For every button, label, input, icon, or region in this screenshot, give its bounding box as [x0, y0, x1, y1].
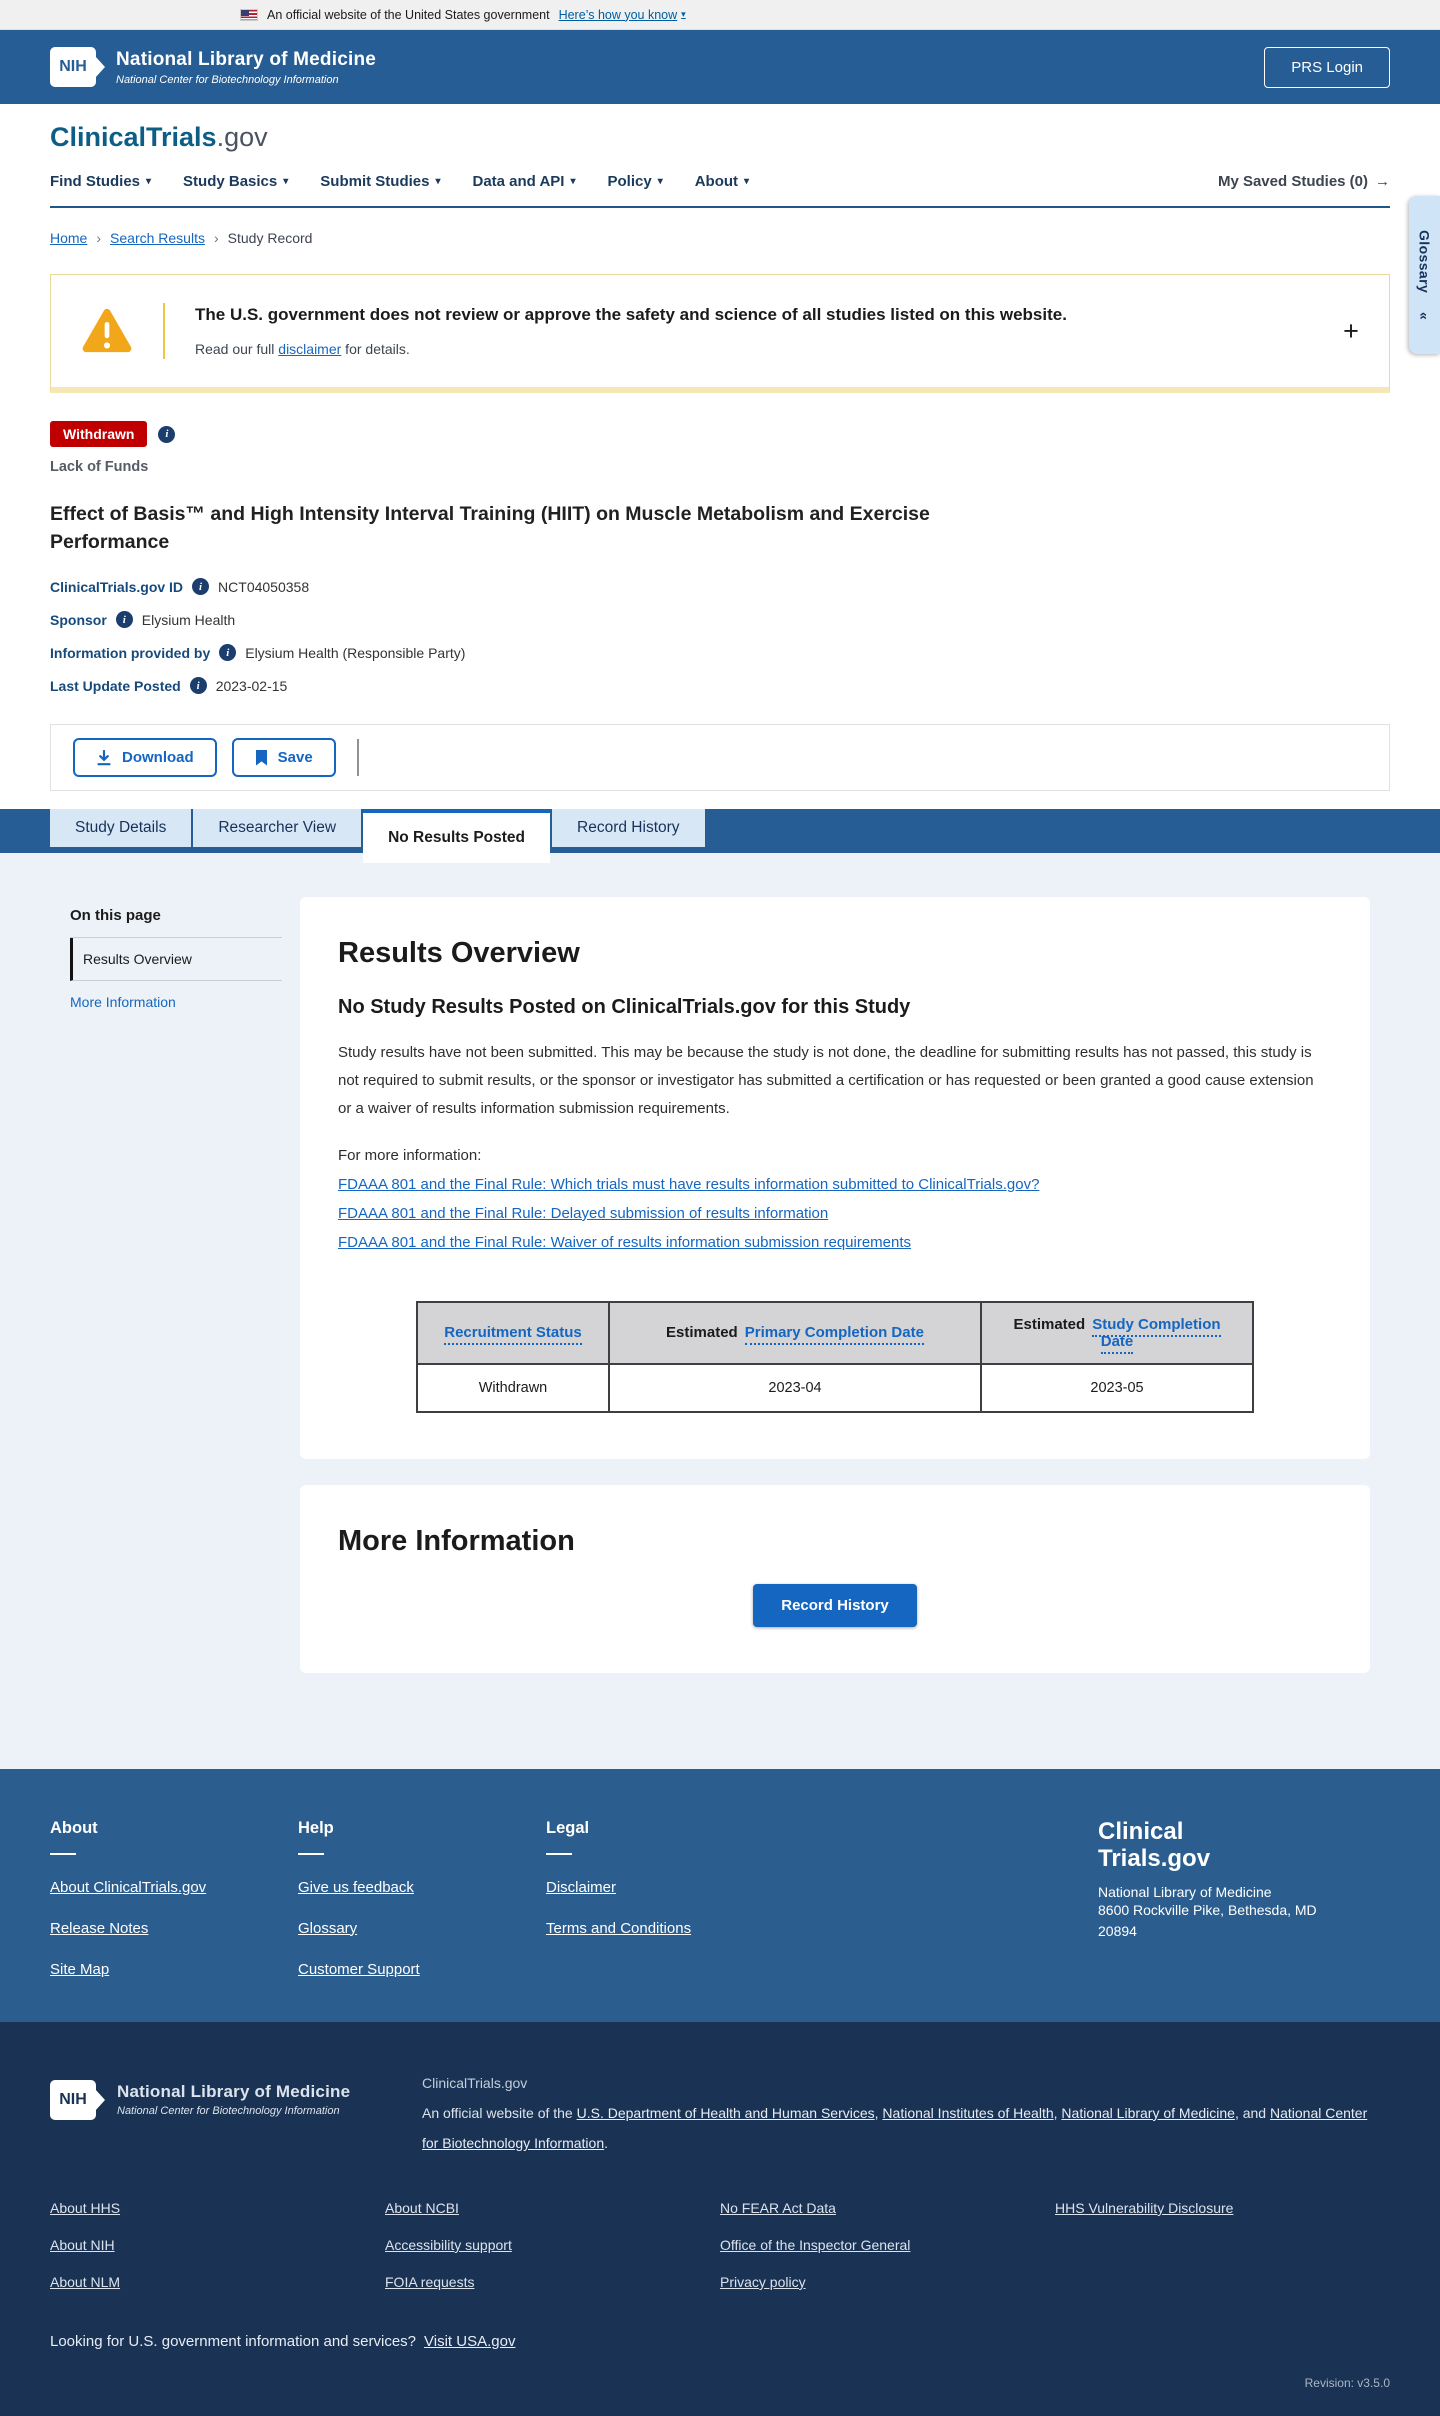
primary-completion-glossary-link[interactable]: Primary Completion Date	[745, 1324, 924, 1345]
usa-gov-line: Looking for U.S. government information and services? Visit USA.gov	[50, 2332, 516, 2350]
info-icon[interactable]: i	[190, 677, 207, 694]
privacy-policy-link[interactable]: Privacy policy	[720, 2273, 806, 2290]
field-sponsor: Sponsor i Elysium Health	[50, 611, 236, 628]
info-icon[interactable]: i	[116, 611, 133, 628]
warning-headline: The U.S. government does not review or approve the safety and science of all studies listed on this website.	[195, 305, 1067, 324]
prs-login-button[interactable]: PRS Login	[1264, 47, 1390, 88]
footer-org: National Library of Medicine	[1098, 1884, 1272, 1901]
on-this-page-title: On this page	[70, 907, 282, 938]
clinicaltrials-logo[interactable]: ClinicalTrials.gov	[50, 122, 268, 152]
about-nih-link[interactable]: About NIH	[50, 2236, 115, 2253]
chevron-down-icon: ▾	[435, 176, 441, 187]
nav-study-basics[interactable]: Study Basics ▾	[183, 173, 289, 190]
study-title: Effect of Basis™ and High Intensity Interval Training (HIIT) on Muscle Metabolism and Exercise Performance	[50, 503, 930, 553]
chevron-down-icon: ▾	[681, 9, 686, 19]
breadcrumb-search-results-link[interactable]: Search Results	[110, 230, 205, 246]
official-website-text: An official website of the United States government	[267, 7, 550, 22]
how-you-know-link[interactable]: Here’s how you know ▾	[558, 7, 686, 22]
footer-site-map-link[interactable]: Site Map	[50, 1960, 110, 1978]
recruitment-status-value: Withdrawn	[417, 1364, 609, 1412]
more-information-card	[300, 1485, 1370, 1673]
record-tabs	[0, 809, 1440, 853]
fdaaa-which-trials-link[interactable]: FDAAA 801 and the Final Rule: Which trials must have results information submitted to ClinicalTrials.gov?	[338, 1175, 1040, 1193]
nih-logo: NIH	[50, 2080, 96, 2120]
recruitment-status-header	[417, 1302, 609, 1364]
nlm-footer-logo	[50, 2080, 422, 2120]
ncbi-link[interactable]: National Center for Biotechnology Information	[422, 2104, 1368, 2151]
field-nct-id: ClinicalTrials.gov ID i NCT04050358	[50, 578, 310, 595]
more-info-label: For more information:	[338, 1146, 482, 1164]
action-bar	[50, 724, 1390, 791]
inspector-general-link[interactable]: Office of the Inspector General	[720, 2236, 911, 2253]
fdaaa-waiver-link[interactable]: FDAAA 801 and the Final Rule: Waiver of results information submission requirements	[338, 1233, 912, 1251]
footer-release-notes-link[interactable]: Release Notes	[50, 1919, 149, 1937]
sidebar-item-more-information[interactable]: More Information	[70, 994, 176, 1011]
breadcrumb-separator: ›	[96, 230, 102, 246]
nlm-link[interactable]: National Library of Medicine	[1061, 2104, 1235, 2121]
info-icon[interactable]: i	[158, 426, 175, 443]
sidebar-item-results-overview[interactable]: Results Overview	[70, 938, 282, 981]
table-row	[417, 1364, 1253, 1412]
about-nlm-link[interactable]: About NLM	[50, 2273, 121, 2290]
recruitment-status-glossary-link[interactable]: Recruitment Status	[444, 1324, 582, 1345]
study-fields	[50, 578, 1390, 694]
agency-footer	[0, 2022, 1440, 2416]
nav-policy[interactable]: Policy ▾	[607, 173, 663, 190]
agency-links	[50, 2200, 1390, 2311]
primary-completion-value: 2023-04	[609, 1364, 981, 1412]
footer-clinicaltrials-logo: Clinical Trials.gov	[1098, 1817, 1211, 1872]
nav-data-and-api[interactable]: Data and API ▾	[472, 173, 576, 190]
expand-plus-icon[interactable]: +	[1313, 299, 1389, 363]
more-information-heading: More Information	[338, 1524, 575, 1557]
disclaimer-link[interactable]: disclaimer	[278, 341, 342, 357]
completion-dates-table	[416, 1301, 1254, 1413]
tab-record-history[interactable]: Record History	[552, 809, 705, 847]
breadcrumb-current: Study Record	[227, 230, 313, 246]
nih-logo: NIH	[50, 47, 96, 87]
download-icon	[96, 750, 112, 766]
footer-feedback-link[interactable]: Give us feedback	[298, 1878, 414, 1896]
my-saved-studies-link[interactable]: My Saved Studies (0) →	[1217, 173, 1390, 190]
action-divider	[357, 739, 359, 776]
info-icon[interactable]: i	[219, 644, 236, 661]
info-icon[interactable]: i	[192, 578, 209, 595]
bookmark-icon	[255, 750, 268, 766]
study-completion-glossary-link[interactable]: Study Completion Date	[1092, 1316, 1220, 1354]
nlm-org-name: National Library of Medicine	[117, 2082, 351, 2102]
download-button[interactable]: Download	[73, 738, 217, 777]
nlm-wordmark	[116, 49, 376, 86]
official-statement: ClinicalTrials.gov An official website of the U.S. Department of Health and Human Services, National Institutes of Health, National Library of Medicine, and National Center for Biotechnology Information.	[422, 2068, 1384, 2158]
nlm-suborg-name: National Center for Biotechnology Information	[117, 2105, 340, 2118]
site-footer	[0, 1769, 1440, 2022]
footer-disclaimer-link[interactable]: Disclaimer	[546, 1878, 617, 1896]
revision-text: Revision: v3.5.0	[1304, 2375, 1390, 2390]
on-this-page-nav	[70, 897, 282, 1023]
arrow-right-icon: →	[1375, 173, 1390, 190]
study-completion-value: 2023-05	[981, 1364, 1253, 1412]
nav-submit-studies[interactable]: Submit Studies ▾	[320, 173, 441, 190]
site-name: ClinicalTrials.gov	[422, 2074, 528, 2091]
footer-about-column: About About ClinicalTrials.gov Release Notes Site Map	[50, 1818, 207, 1978]
chevron-down-icon: ▾	[283, 176, 289, 187]
breadcrumb-home-link[interactable]: Home	[50, 230, 88, 246]
footer-customer-support-link[interactable]: Customer Support	[298, 1960, 420, 1978]
nlm-org-name: National Library of Medicine	[116, 48, 377, 70]
tab-content	[0, 853, 1440, 1768]
foia-requests-link[interactable]: FOIA requests	[385, 2273, 475, 2290]
hhs-link[interactable]: U.S. Department of Health and Human Services	[576, 2104, 875, 2121]
warning-subtext: Read our full disclaimer for details.	[195, 341, 410, 357]
footer-address: 8600 Rockville Pike, Bethesda, MD 20894	[1098, 1902, 1317, 1940]
footer-terms-link[interactable]: Terms and Conditions	[546, 1919, 692, 1937]
us-flag-icon	[240, 9, 258, 21]
government-disclaimer-banner	[50, 274, 1390, 393]
tab-study-details[interactable]: Study Details	[50, 809, 191, 847]
footer-legal-column: Legal Disclaimer Terms and Conditions	[546, 1818, 692, 1937]
status-reason: Lack of Funds	[50, 459, 149, 475]
record-history-button[interactable]: Record History	[753, 1584, 917, 1627]
status-badge: Withdrawn	[50, 421, 147, 447]
gov-banner	[0, 0, 1440, 30]
fdaaa-delayed-submission-link[interactable]: FDAAA 801 and the Final Rule: Delayed submission of results information	[338, 1204, 829, 1222]
chevron-down-icon: ▾	[657, 176, 663, 187]
footer-glossary-link[interactable]: Glossary	[298, 1919, 358, 1937]
no-fear-act-link[interactable]: No FEAR Act Data	[720, 2199, 836, 2216]
chevron-down-icon: ▾	[744, 176, 750, 187]
results-overview-heading: Results Overview	[338, 937, 580, 970]
visit-usa-gov-link[interactable]: Visit USA.gov	[424, 2332, 516, 2350]
study-completion-header: Estimated Study Completion Date	[981, 1302, 1253, 1364]
collapse-chevrons-icon: «	[1416, 311, 1433, 320]
nav-find-studies[interactable]: Find Studies ▾	[50, 173, 152, 190]
footer-help-column: Help Give us feedback Glossary Customer Support	[298, 1818, 420, 1978]
glossary-side-tab[interactable]	[1409, 196, 1440, 354]
about-hhs-link[interactable]: About HHS	[50, 2199, 121, 2216]
warning-triangle-icon	[80, 306, 134, 356]
footer-brand	[1098, 1819, 1390, 1978]
tab-researcher-view[interactable]: Researcher View	[193, 809, 361, 847]
glossary-label: Glossary	[1416, 230, 1433, 294]
nlm-suborg-name: National Center for Biotechnology Information	[116, 73, 339, 86]
main-nav	[50, 173, 1390, 208]
chevron-down-icon: ▾	[146, 176, 152, 187]
field-last-update-posted: Last Update Posted i 2023-02-15	[50, 677, 288, 694]
hhs-vulnerability-link[interactable]: HHS Vulnerability Disclosure	[1055, 2199, 1234, 2216]
breadcrumb-separator: ›	[213, 230, 219, 246]
footer-about-clinicaltrials-link[interactable]: About ClinicalTrials.gov	[50, 1878, 207, 1896]
tab-no-results-posted[interactable]: No Results Posted	[363, 809, 550, 863]
results-overview-card	[300, 897, 1370, 1458]
site-header	[0, 104, 1440, 208]
field-information-provided-by: Information provided by i Elysium Health (Responsible Party)	[50, 644, 466, 661]
no-results-body: Study results have not been submitted. This may be because the study is not done, the deadline for submitting results has not passed, this study is not required to submit results, or the sponsor or investigator has submitted a certification or has requested or been granted a good cause extension or a waiver of results information submission requirements.	[338, 1044, 1314, 1117]
breadcrumb	[50, 230, 1390, 246]
save-button[interactable]: Save	[232, 738, 336, 777]
chevron-down-icon: ▾	[570, 176, 576, 187]
nav-about[interactable]: About ▾	[694, 173, 750, 190]
nih-link[interactable]: National Institutes of Health	[882, 2104, 1054, 2121]
about-ncbi-link[interactable]: About NCBI	[385, 2199, 459, 2216]
accessibility-support-link[interactable]: Accessibility support	[385, 2236, 512, 2253]
no-results-subheading: No Study Results Posted on ClinicalTrials.gov for this Study	[338, 996, 911, 1019]
primary-completion-header: Estimated Primary Completion Date	[609, 1302, 981, 1364]
nih-header	[0, 30, 1440, 104]
